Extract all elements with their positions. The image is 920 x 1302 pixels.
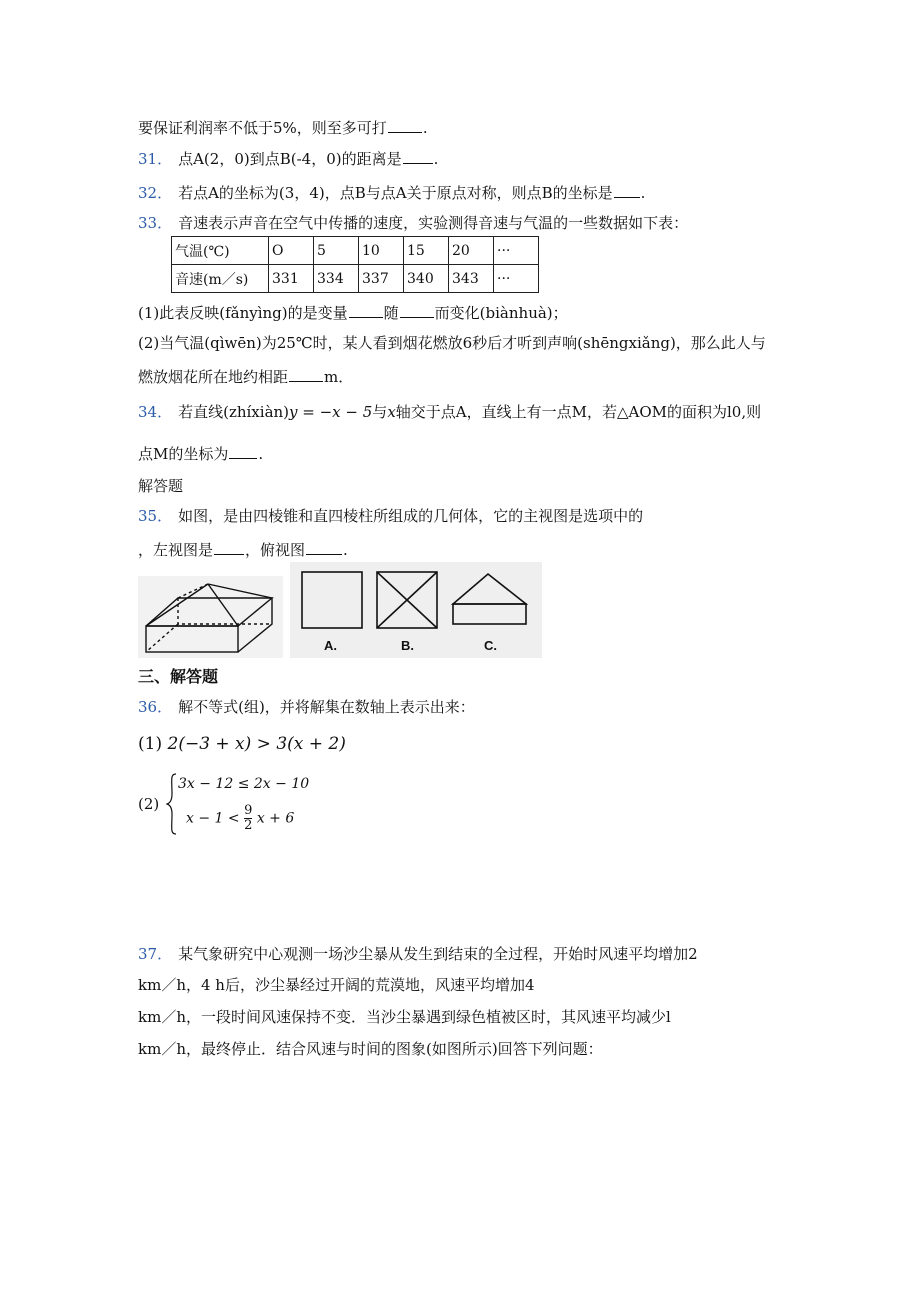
option-a-label: A. <box>324 638 337 653</box>
question-34: 34． 若直线(zhíxiàn)y = −x − 5与x轴交于点A，直线上有一点M，若△AOM的面积为l0,则 <box>138 403 762 421</box>
table-cell: 343 <box>449 265 494 293</box>
question-number: 34． <box>138 403 173 421</box>
table-cell: 334 <box>314 265 359 293</box>
table-cell: 337 <box>359 265 404 293</box>
q30-line: 要保证利润率不低于5%，则至多可打 . <box>138 119 428 137</box>
answer-blank[interactable] <box>403 148 433 164</box>
table-cell: 15 <box>404 237 449 265</box>
question-33-part1: (1)此表反映(fǎnyìng)的是变量 随 而变化(biànhuà)； <box>138 304 568 322</box>
question-33-part2-cont: 燃放烟花所在地约相距 m． <box>138 368 354 386</box>
question-36-part1: (1) 2(−3 + x) > 3(x + 2) <box>138 734 346 754</box>
question-33-part2: (2)当气温(qìwēn)为25℃时，某人看到烟花燃放6秒后才听到声响(shēngxiǎng)，那么此人与 <box>138 334 766 352</box>
question-number: 37． <box>138 945 173 963</box>
question-36: 36． 解不等式(组)，并将解集在数轴上表示出来： <box>138 698 475 716</box>
table-cell: ··· <box>494 237 539 265</box>
question-35-cont: ，左视图是 ，俯视图 . <box>138 541 348 559</box>
question-37-line3: km／h，一段时间风速保持不变．当沙尘暴遇到绿色植被区时，其风速平均减少l <box>138 1008 671 1026</box>
table-cell: 音速(m／s) <box>172 265 269 293</box>
table-row <box>172 237 539 265</box>
option-c-label: C. <box>484 638 497 653</box>
question-number: 36． <box>138 698 173 716</box>
brace-icon <box>166 772 178 836</box>
system-row-2: x − 1 < $\frac{9}{2}$ x + 6 <box>186 803 295 833</box>
answer-blank[interactable] <box>400 302 434 318</box>
question-number: 31． <box>138 150 173 168</box>
table-cell: 10 <box>359 237 404 265</box>
question-number: 32． <box>138 184 173 202</box>
section-label: 解答题 <box>138 477 184 495</box>
table-cell: 5 <box>314 237 359 265</box>
question-37-line4: km／h，最终停止．结合风速与时间的图象(如图所示)回答下列问题： <box>138 1040 603 1058</box>
table-row <box>172 265 539 293</box>
answer-blank[interactable] <box>614 182 640 198</box>
table-cell: 20 <box>449 237 494 265</box>
line-equation: y = −x − 5 <box>289 403 373 421</box>
answer-blank[interactable] <box>388 117 422 133</box>
sound-speed-table <box>171 236 539 293</box>
answer-blank[interactable] <box>289 366 323 382</box>
table-cell: 气温(℃) <box>172 237 269 265</box>
question-33: 33． 音速表示声音在空气中传播的速度，实验测得音速与气温的一些数据如下表： <box>138 214 689 232</box>
table-cell: O <box>269 237 314 265</box>
answer-blank[interactable] <box>229 443 257 459</box>
section-heading: 三、解答题 <box>138 667 219 686</box>
table-cell: 340 <box>404 265 449 293</box>
question-37-line2: km／h，4 h后，沙尘暴经过开阔的荒漠地，风速平均增加4 <box>138 976 535 994</box>
question-34-cont: 点M的坐标为 . <box>138 445 264 463</box>
inequality-1: 2(−3 + x) > 3(x + 2) <box>167 734 346 754</box>
solid-figure <box>138 576 283 658</box>
answer-blank[interactable] <box>214 539 244 555</box>
question-36-part2-label: (2) <box>138 795 160 813</box>
table-cell: ··· <box>494 265 539 293</box>
fraction: $\frac{9}{2}$ <box>244 803 253 833</box>
question-number: 35． <box>138 507 173 525</box>
question-35: 35． 如图，是由四棱锥和直四棱柱所组成的几何体，它的主视图是选项中的 <box>138 507 644 525</box>
question-31: 31． 点A(2，0)到点B(-4，0)的距离是 . <box>138 150 439 168</box>
system-row-1: 3x − 12 ≤ 2x − 10 <box>178 776 310 792</box>
question-37: 37． 某气象研究中心观测一场沙尘暴从发生到结束的全过程，开始时风速平均增加2 <box>138 945 698 963</box>
table-cell: 331 <box>269 265 314 293</box>
question-32: 32． 若点A的坐标为(3，4)，点B与点A关于原点对称，则点B的坐标是 . <box>138 184 646 202</box>
question-number: 33． <box>138 214 173 232</box>
answer-blank[interactable] <box>349 302 383 318</box>
answer-blank[interactable] <box>306 539 342 555</box>
option-b-label: B. <box>401 638 414 653</box>
